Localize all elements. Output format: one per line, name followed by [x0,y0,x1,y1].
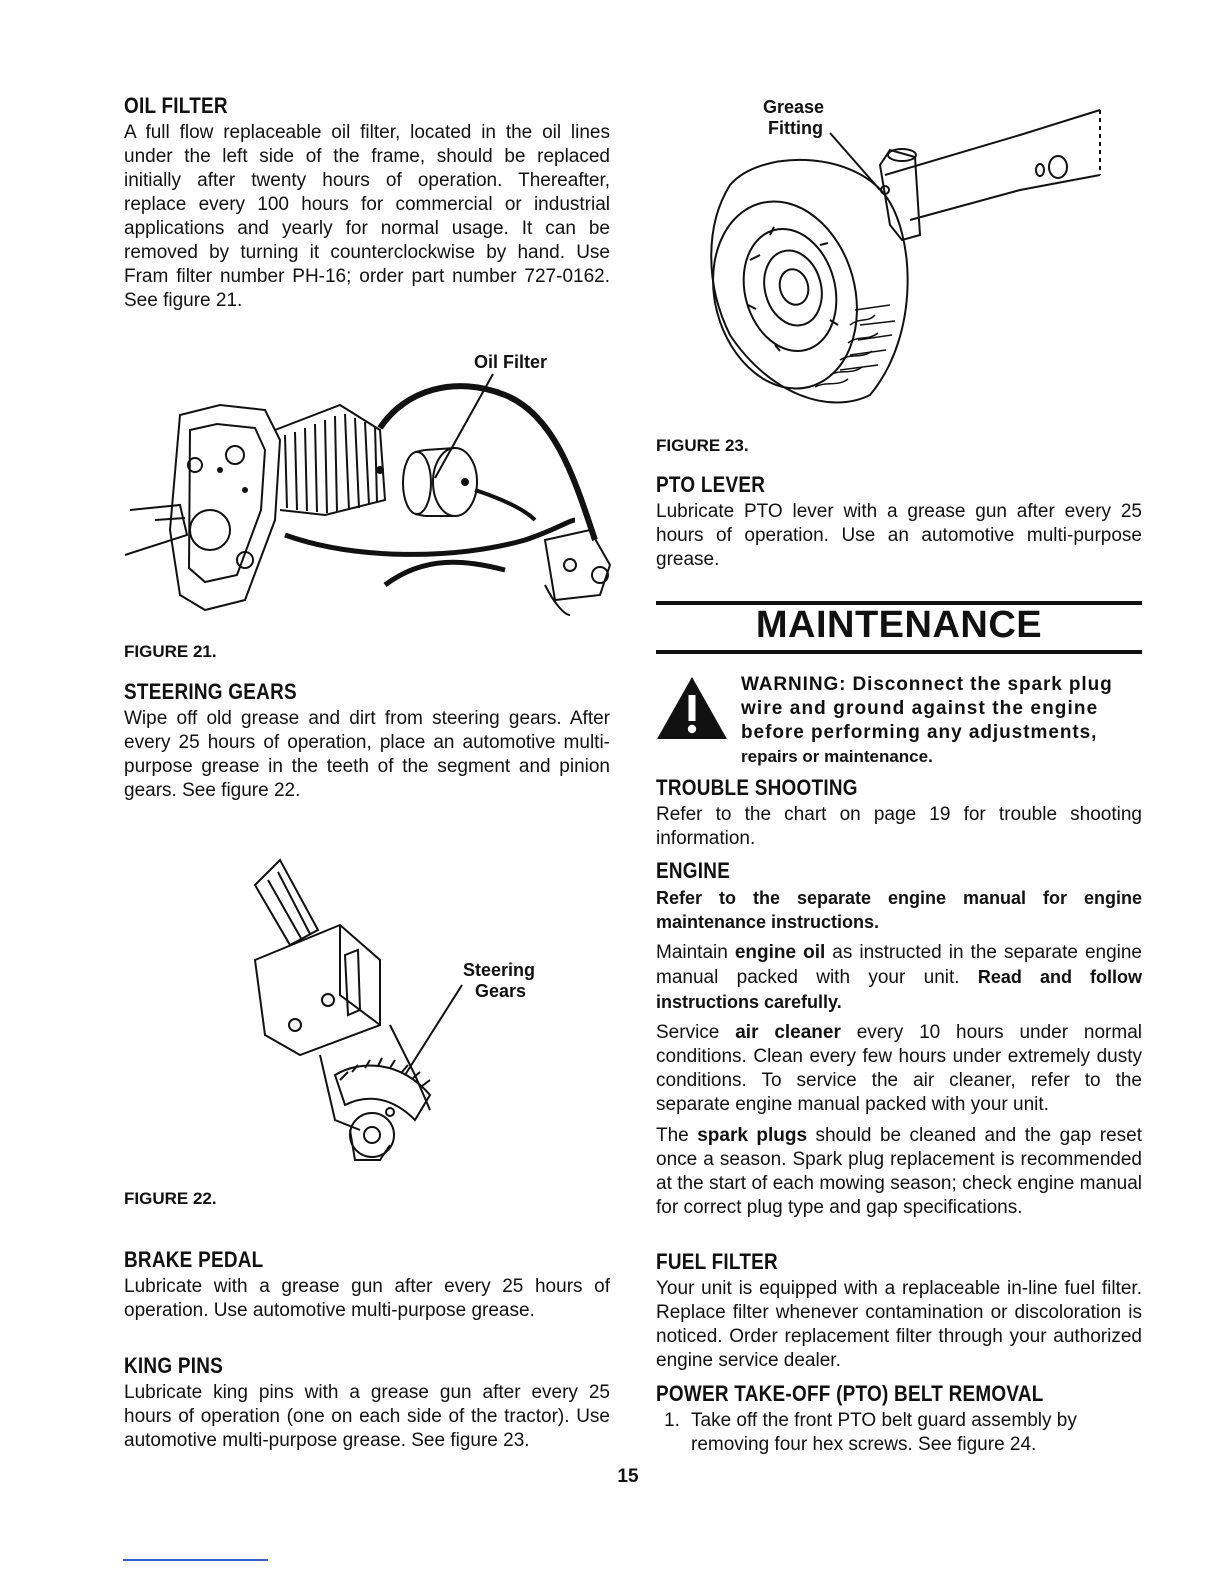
brake-pedal-body: Lubricate with a grease gun after every 25 hours of operation. Use automotive multi-purpose grease. [124,1276,610,1321]
bottom-accent-line [123,1559,268,1561]
maintenance-heading: MAINTENANCE [755,604,1043,646]
fuel-filter-body: Your unit is equipped with a replaceable in-line fuel filter. Replace filter whenever contamination or discoloration is noticed. Order replacement filter through your authorized engine service dealer. [656,1278,1142,1371]
warning-line-2: wire and ground against the engine [741,698,1099,719]
figure-22-caption: FIGURE 22. [124,1189,217,1208]
figure-22-illustration [240,860,510,1180]
brake-pedal-heading: BRAKE PEDAL [124,1247,264,1272]
steering-gears-body: Wipe off old grease and dirt from steering gears. After every 25 hours of operation, place an automotive multi-purpose grease in the teeth of the segment and pinion gears. See figure 22. [124,708,610,801]
pto-belt-step-line2: removing four hex screws. See figure 24. [691,1434,1037,1455]
trouble-shooting-body: Refer to the chart on page 19 for trouble shooting information. [656,804,1142,849]
grease-fitting-label-line2: Fitting [768,118,823,138]
steering-gears-label-line2: Gears [475,981,527,1001]
figure-23-caption: FIGURE 23. [656,436,749,455]
pto-lever-heading: PTO LEVER [656,472,766,497]
air-cleaner-paragraph: Service air cleaner every 10 hours under normal conditions. Clean every few hours under extremely dusty conditions. To service the air cleaner, refer to the separate engine manual packed with your unit. [656,1022,1142,1115]
steering-gears-heading: STEERING GEARS [124,679,297,704]
pto-belt-removal-heading: POWER TAKE-OFF (PTO) BELT REMOVAL [656,1381,1044,1406]
warning-line-3: before performing any adjustments, [741,722,1098,743]
figure-21-illustration [125,370,625,635]
engine-oil-paragraph: Maintain engine oil as instructed in the separate engine manual packed with your unit. Read and follow instructions carefully. [656,942,1142,1012]
maintenance-bottom-rule [656,650,1142,654]
pto-belt-step-line1: Take off the front PTO belt guard assembly by [691,1410,1077,1431]
page-number: 15 [617,1466,639,1487]
warning-triangle-icon [655,675,729,741]
pto-belt-step-number: 1. [664,1410,680,1431]
king-pins-body: Lubricate king pins with a grease gun after every 25 hours of operation (one on each side of the tractor). Use automotive multi-purpose grease. See figure 23. [124,1382,610,1451]
pto-lever-body: Lubricate PTO lever with a grease gun after every 25 hours of operation. Use an automotive multi-purpose grease. [656,501,1142,570]
spark-plugs-paragraph: The spark plugs should be cleaned and the gap reset once a season. Spark plug replacement is recommended at the start of each mowing season; check engine manual for correct plug type and gap specifications. [656,1125,1142,1218]
oil-filter-label: Oil Filter [474,352,548,372]
oil-filter-heading: OIL FILTER [124,93,228,118]
oil-filter-body: A full flow replaceable oil filter, located in the oil lines under the left side of the frame, should be replaced initially after twenty hours of operation. Thereafter, replace every 100 hours for commercial or industrial applications and yearly for normal usage. It can be removed by turning it counterclockwise by hand. Use Fram filter number PH-16; order part number 727-0162. See figure 21. [124,122,610,311]
grease-fitting-label-line1: Grease [763,97,825,117]
trouble-shooting-heading: TROUBLE SHOOTING [656,775,858,800]
engine-heading: ENGINE [656,858,731,883]
figure-21-caption: FIGURE 21. [124,642,217,661]
warning-line-4: repairs or maintenance. [741,747,933,766]
fuel-filter-heading: FUEL FILTER [656,1249,778,1274]
engine-note: Refer to the separate engine manual for engine maintenance instructions. [656,888,1142,932]
warning-line-1: WARNING: Disconnect the spark plug [741,674,1113,695]
steering-gears-label-line1: Steering [463,960,536,980]
king-pins-heading: KING PINS [124,1353,224,1378]
figure-23-illustration [690,95,1110,415]
